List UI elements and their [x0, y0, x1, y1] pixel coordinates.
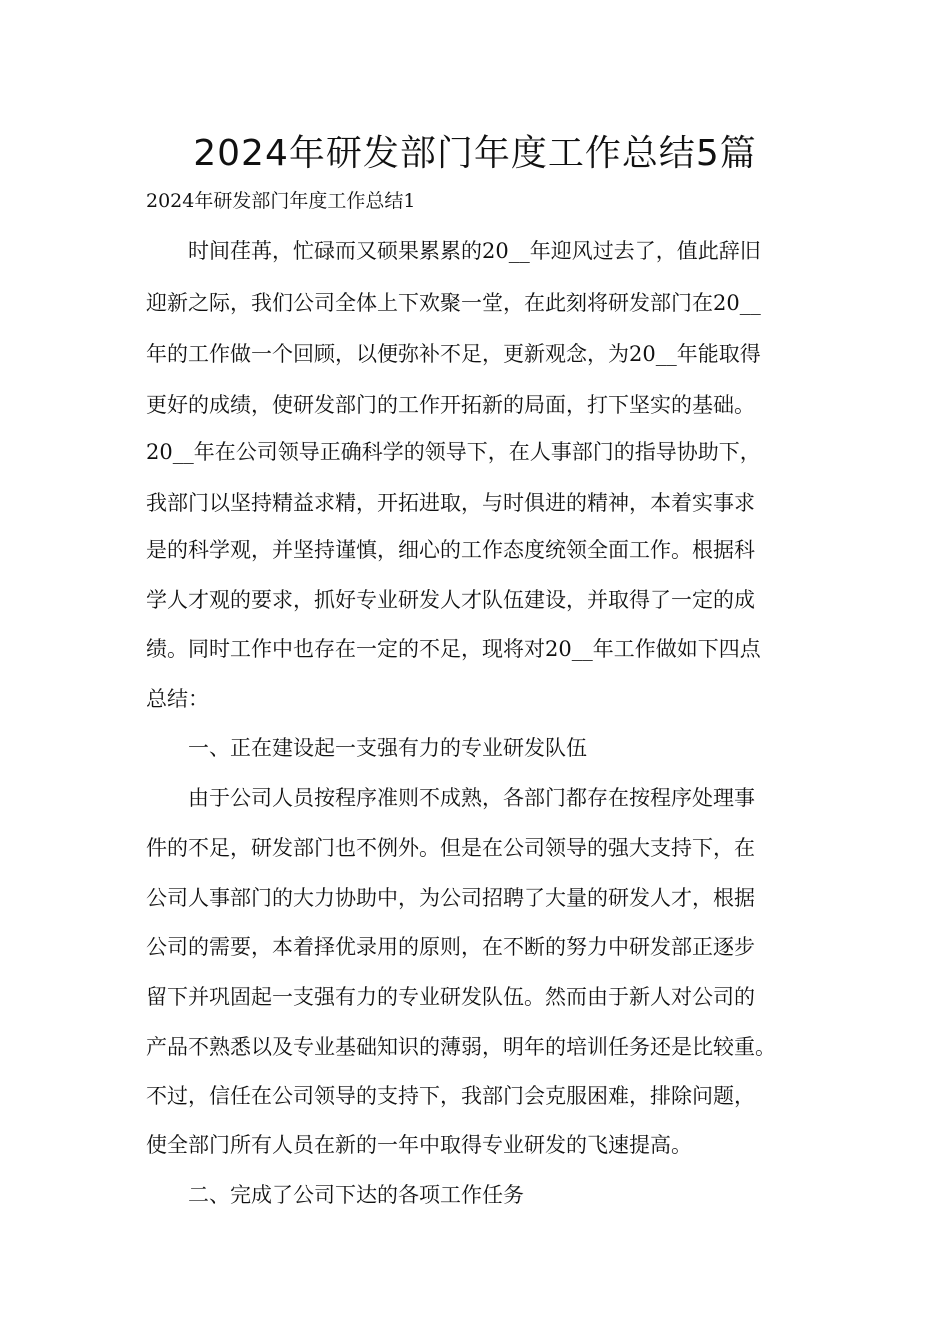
body-line: 我部门以坚持精益求精，开拓进取，与时俱进的精神，本着实事求	[146, 491, 755, 515]
body-line: 是的科学观，并坚持谨慎，细心的工作态度统领全面工作。根据科	[146, 538, 755, 562]
body-line: 由于公司人员按程序准则不成熟，各部门都存在按程序处理事	[146, 786, 755, 810]
body-line: 年的工作做一个回顾，以便弥补不足，更新观念，为20__年能取得	[146, 342, 761, 366]
section-subtitle: 2024年研发部门年度工作总结1	[146, 190, 416, 212]
page-title: 2024年研发部门年度工作总结5篇	[193, 133, 757, 174]
body-line: 留下并巩固起一支强有力的专业研发队伍。然而由于新人对公司的	[146, 985, 755, 1009]
body-line: 20__年在公司领导正确科学的领导下，在人事部门的指导协助下，	[146, 440, 761, 464]
body-line: 总结：	[146, 687, 209, 711]
body-line: 迎新之际，我们公司全体上下欢聚一堂，在此刻将研发部门在20__	[146, 291, 761, 315]
body-line: 时间荏苒，忙碌而又硕果累累的20__年迎风过去了，值此辞旧	[146, 239, 761, 263]
body-line: 公司的需要，本着择优录用的原则，在不断的努力中研发部正逐步	[146, 935, 755, 959]
section-heading: 一、正在建设起一支强有力的专业研发队伍	[146, 736, 587, 760]
body-line: 公司人事部门的大力协助中，为公司招聘了大量的研发人才，根据	[146, 886, 755, 910]
body-line: 件的不足，研发部门也不例外。但是在公司领导的强大支持下，在	[146, 836, 755, 860]
body-line: 产品不熟悉以及专业基础知识的薄弱，明年的培训任务还是比较重。	[146, 1035, 776, 1059]
section-heading: 二、完成了公司下达的各项工作任务	[146, 1183, 524, 1207]
body-line: 学人才观的要求，抓好专业研发人才队伍建设，并取得了一定的成	[146, 588, 755, 612]
body-line: 使全部门所有人员在新的一年中取得专业研发的飞速提高。	[146, 1133, 692, 1157]
body-line: 更好的成绩，使研发部门的工作开拓新的局面，打下坚实的基础。	[146, 393, 755, 417]
body-line: 绩。同时工作中也存在一定的不足，现将对20__年工作做如下四点	[146, 637, 761, 661]
body-line: 不过，信任在公司领导的支持下，我部门会克服困难，排除问题，	[146, 1084, 755, 1108]
